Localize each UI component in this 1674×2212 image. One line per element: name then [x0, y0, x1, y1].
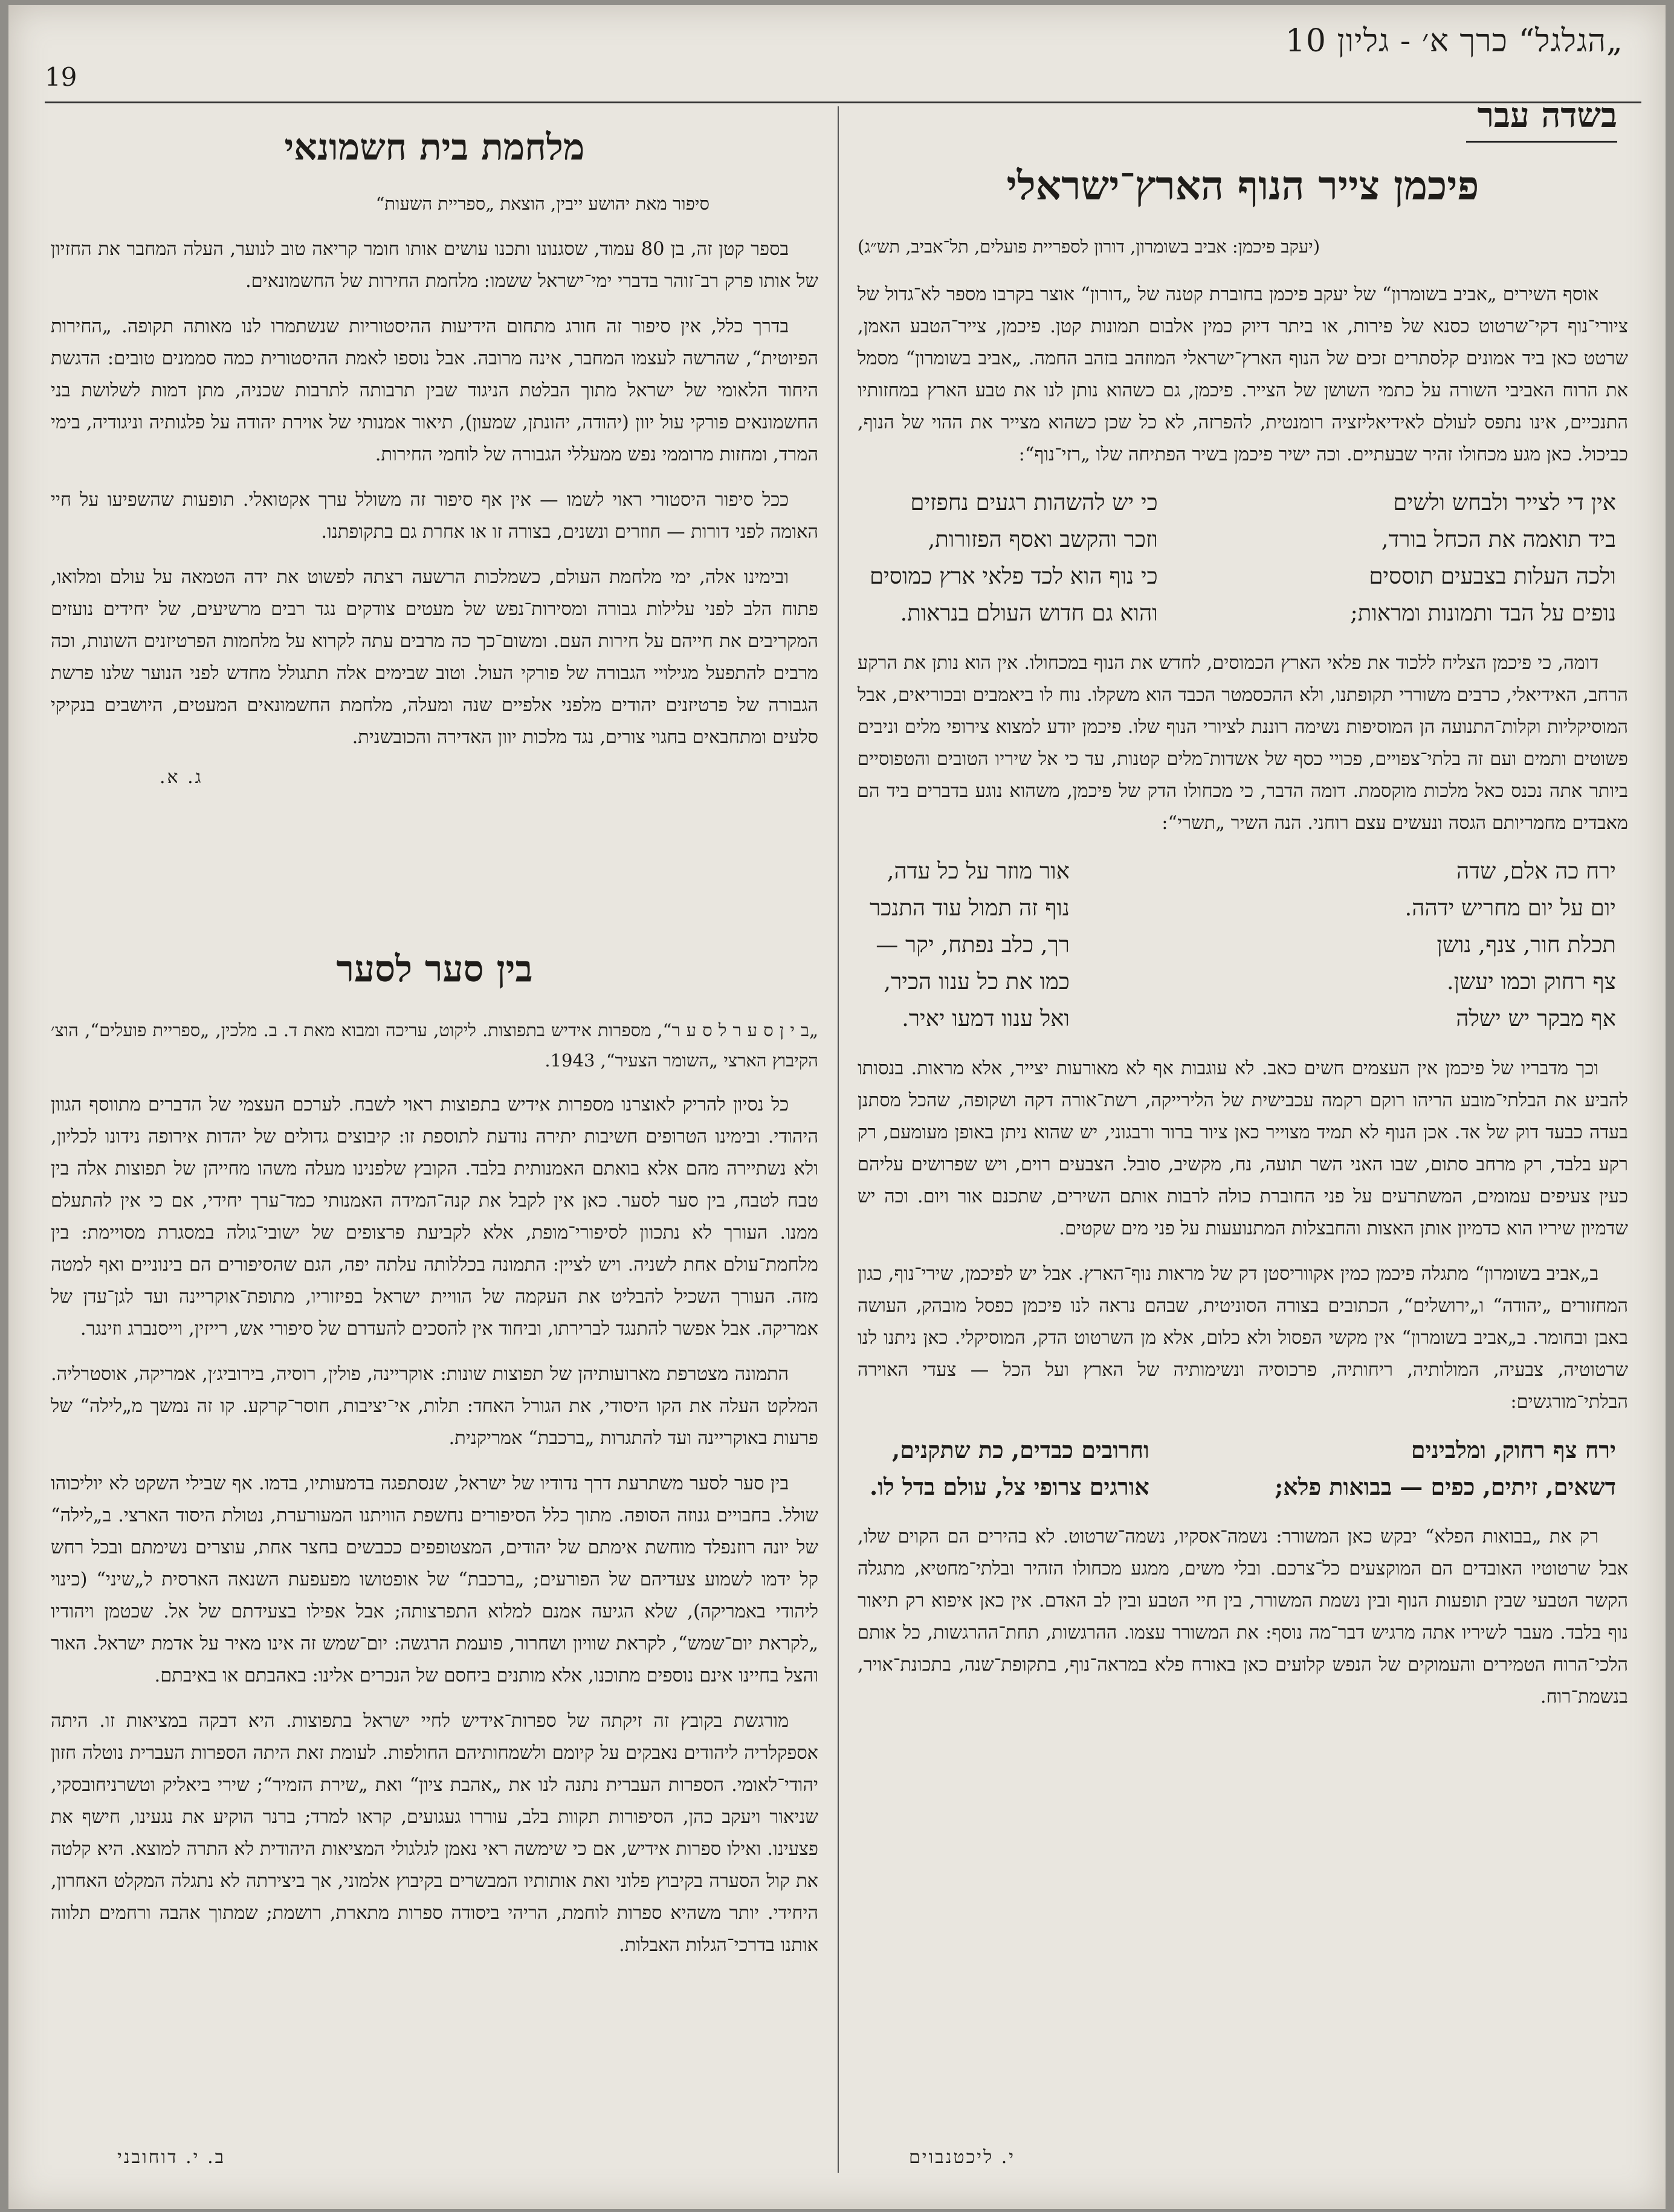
poem-column-right: [1275, 1431, 1616, 1505]
poem-line: נופים על הבד ותמונות ומראות;: [1350, 599, 1616, 626]
paragraph: רק את „בבואות הפלא“ יבקש כאן המשורר: נשמה־אסקיו, נשמה־שרטוט. לא בהירים הם הקוים שלו, אבל שרטוטיו האובדים הם המוקצעים כל־צרכם. ובלי משים, ממגע מכחולו הזהיר ובלתי־מחטיא, מתגלה הקשר הטבעי שבין תופעות הנוף ובין נשמת המשורר, בין חיי הטבע ובין לב האדם. אין כאן איפוא רק תיאור נוף בלבד. מעבר לשיריו אתה מרגיש דבר־מה נוסף: את המשורר עצמו. ההרגשות, תחת־ההרגשות, כל אותם הלכי־הרוח הטמירים והעמוקים של הנפש קלועים כאן באורח פלא במראה־נוף, בתקופת־שנה, בתכונת־אויר, בנשמת־רוח.: [858, 1526, 1628, 1707]
poem-line: נוף זה תמול עוד התנכר: [870, 894, 1070, 921]
poem-line: אור מוזר על כל עדה,: [887, 857, 1070, 884]
poem-line: דשאים, זיתים, כפים — בבואות פלא;: [1275, 1472, 1616, 1500]
article-right: [858, 162, 1628, 1726]
paragraph: בדרך כלל, אין סיפור זה חורג מתחום הידיעות ההיסטוריות שנשתמרו לנו מאותה תקופה. „החירות הפיוטית“, שהרשה לעצמו המחבר, אינה מרובה. אבל נוספו לאמת ההיסטורית כמה סממנים טובים: הדגשת היחוד הלאומי של ישראל מתוך הבלטת הניגוד שבין תרבותה לתרבות שכניה, מתן דמות לשלושת בני החשמונאים פורקי עול יוון (יהודה, יהונתן, שמעון), תיאור אמנותי של אוירת יהודה על פלגותיה וניגודיה, בימי המרד, ומחזות מרוממי נפש ממעללי הגבורה של לוחמי החירות.: [51, 315, 818, 465]
author-signature: י. ליכטנבוים: [909, 2147, 1016, 2168]
paragraph: התמונה מצטרפת מארועותיהן של תפוצות שונות: אוקריינה, פולין, רוסיה, בירוביג׳ן, אמריקה, אוסטרליה. המלקט העלה את הקו היסודי, את הגורל האחד: תלות, אי־יציבות, חוסר־קרקע. קו זה נמשך מ„לילה“ של פרעות באוקריינה ועד להתגרות „ברכבת“ אמריקנית.: [51, 1364, 818, 1449]
poem-line: כי יש להשהות רגעים נחפזים: [910, 489, 1158, 515]
poem-column-left: [870, 853, 1070, 1037]
paragraph: אוסף השירים „אביב בשומרון“ של יעקב פיכמן בחוברת קטנה של „דורון“ אוצר בקרבו מספר לא־גדול של ציורי־נוף דקי־שרטוט כסנא של פירות, או ביתר דיוק כמין אלבום תמונות קטן. פיכמן, צייר־הטבע האמן, שרטט כאן ביד אמונים קלסתרים זכים של הנוף הארץ־ישראלי המוזהב בזהב החמה. „אביב בשומרון“ מסמל את הרוח האביבי השורה על כתמי השושן של הצייר. פיכמן, גם כשהוא נותן לנו את טבע הארץ במחזותיו התנכיים, אינו נתפס לעולם לאידיאליזציה רומנטית, להפרזה, לא כל שכן כשהוא מצייר את ההוי של הנוף, כביכול. כאן מגע מכחולו זהיר שבעתיים. וכה ישיר פיכמן בשיר הפתיחה שלו „רזי־נוף“:: [858, 283, 1628, 465]
section-label-underline: [1466, 141, 1617, 143]
author-signature: ב. י. דוחובני: [117, 2147, 226, 2168]
header-rule: [45, 102, 1641, 103]
poem-line: אף מבקר יש ישלה: [1456, 1005, 1616, 1031]
paragraph: בספר קטן זה, בן 80 עמוד, שסגנונו ותכנו עושים אותו חומר קריאה טוב לנוער, העלה המחבר את החזיון של אותו פרק רב־זוהר בדברי ימי־ישראל ששמו: מלחמת החירות של החשמונאים.: [51, 238, 818, 292]
poem-line: ולכה העלות בצבעים תוססים: [1369, 563, 1616, 589]
newspaper-page: [8, 5, 1666, 2209]
article-title: מלחמת בית חשמונאי: [284, 126, 585, 169]
poem-line: אין די לצייר ולבחש ולשים: [1393, 489, 1616, 515]
article-subtitle: „ב י ן ס ע ר ל ס ע ר“, מספרות אידיש בתפוצות. ליקוט, עריכה ומבוא מאת ד. ב. מלכין, „ספריית פועלים“, הוצ׳ הקיבוץ הארצי „השומר הצעיר“, 1943.: [51, 1020, 818, 1071]
poem-line: יום על יום מחריש ידהה.: [1404, 894, 1616, 921]
poem-column-left: [870, 484, 1158, 631]
column-divider: [838, 120, 839, 2173]
poem-column-right: [1350, 484, 1616, 631]
article-left-top: [51, 126, 818, 788]
paragraph: ובימינו אלה, ימי מלחמת העולם, כשמלכות הרשעה רצתה לפשוט את ידה הטמאה על עולם ומלואו, פתוח הלב לפני עלילות גבורה ומסירות־נפש של מעטים צודקים נגד רבים מרשיעים, של יחידים נועזים המקריבים את חייהם על חירות העם. ומשום־כך כה מרבים עתה לקרוא על מלחמות הפרטיזנים השונות, וכה מרבים להתפעל מגילויי הגבורה של פורקי העול. וטוב שבימים אלה תתגולל מחדש לפני הנוער שלנו פרשת הגבורה של פרטיזנים יהודים מלפני אלפיים שנה ומעלה, מלחמת החשמונאים המעטים, היושבים בנקיקי סלעים ומתחבאים בחגוי צורים, נגד מלכות יוון האדירה והכובשנית.: [51, 566, 818, 748]
article-title: פיכמן צייר הנוף הארץ־ישראלי: [1006, 162, 1479, 209]
poem: [858, 853, 1628, 1037]
poem-line: כמו את כל ענוו הכיר,: [884, 968, 1070, 995]
page-number: 19: [45, 62, 77, 92]
poem-line: וחרובים כבדים, כת שתקנים,: [892, 1436, 1149, 1463]
paragraph: וכך מדבריו של פיכמן אין העצמים חשים כאב. לא עוגבות אף לא מאורעות יצייר, אלא מראות. בנסותו להביע את הבלתי־מובע הריהו רוקם רקמה עכבישית של הלירייקה, רשת־אורה דקה ושקופה, שהכל מסתנן בעדה כבעד דוק של אד. אכן הנוף לא תמיד מצוייר כאן ציור ברור ורבגוני, יש שהוא ניתן באופן מעומעם, רק רקע בלבד, רק מרחב סתום, שבו האני השר תועה, נח, מקשיב, סובל. הצבעים רוים, ויש שפרושים עליהם כעין צעיפים עמומים, המשתרעים על פני החוברת כולה לרבות אותם השירים, שתכנם אור ויום. וכה יש שדמיון שיריו הוא כדמיון אותן האצות והחבצלות המתנועעות על פני מים שקטים.: [858, 1057, 1628, 1239]
column-divider-top: [838, 106, 839, 120]
poem-line: אורגים צרופי צל, עולם בדל לו.: [870, 1472, 1149, 1500]
poem: [858, 1431, 1628, 1505]
poem-line: צף רחוק וכמו יעשן.: [1446, 968, 1616, 995]
paragraph: ככל סיפור היסטורי ראוי לשמו — אין אף סיפור זה משולל ערך אקטואלי. תופעות שהשפיעו על חיי האומה לפני דורות — חוזרים ונשנים, בצורה זו או אחרת גם בתקופתנו.: [51, 489, 818, 543]
article-subtitle: סיפור מאת יהושע ייבין, הוצאת „ספריית השעות“: [375, 193, 709, 214]
poem-line: ירח צף רחוק, ומלבינים: [1411, 1436, 1616, 1463]
poem-line: ירח כה אלם, שדה: [1456, 857, 1616, 884]
poem-line: ביד תואמה את הכחל בורד,: [1381, 526, 1616, 552]
paragraph: ב„אביב בשומרון“ מתגלה פיכמן כמין אקווריסטן דק של מראות נוף־הארץ. אבל יש לפיכמן, שירי־נוף, כגון המחזורים „יהודה“ ו„ירושלים“, הכתובים בצורה הסוניטית, שבהם נראה לנו פיכמן כפסל מובהק, העושה באבן ובחומר. ב„אביב בשומרון“ אין מקשי הפסול ולא כלום, אלא מן השרטוט הדק, המוסיקלי. כאן ניתנו לנו שרטוטיה, צבעיה, המולותיה, ריחותיה, פרכוסיה ונשימותיה של הארץ ועל הכל — צעדי האוירה הבלתי־מורגשים:: [858, 1263, 1628, 1413]
poem-column-right: [1404, 853, 1616, 1037]
poem-line: וזכר והקשב ואסף הפזורות,: [928, 526, 1158, 552]
paragraph: דומה, כי פיכמן הצליח ללכוד את פלאי הארץ הכמוסים, לחדש את הנוף במכחולו. אין הוא נותן את הרקע הרחב, האידיאלי, כרבים משוררי תקופתנו, ולא ההכסמטר הכבד הוא משקלו. נוח לו ביאמבים ובכוריאים, אבל המוסיקליות וקלות־התנועה הן המוסיפות נשימה רוננת לציורי הנוף שלו. פיכמן יודע למצוא צירופי מלים וניבים פשוטים ותמים ועם זה בלתי־צפויים, פכויי כסף של אשדות־מלים קטנות, עד כי אל שיריו הטובים והטפוסיים ביותר אתה נכנס כאל מלכות מוקסמת. דומה הדבר, כי מכחולו הדק של פיכמן, משהוא נוגע בדברים ביד הם מאבדים מחמריותם הגסה ונעשים עצם רוחני. הנה השיר „תשרי“:: [858, 652, 1628, 834]
poem-column-left: [870, 1431, 1149, 1505]
journal-title: „הגלגל“ כרך א׳ - גליון 10: [1285, 23, 1623, 59]
article-left-bottom: [51, 947, 818, 1975]
section-label: בשדה עבר: [1477, 95, 1617, 135]
article-title: בין סער לסער: [336, 948, 533, 990]
author-signature: ג. א.: [160, 766, 203, 788]
article-subtitle: (יעקב פיכמן: אביב בשומרון, דורון לספריית פועלים, תל־אביב, תש״ג): [858, 236, 1320, 257]
poem-line: תכלת חור, צנף, נושן: [1436, 931, 1616, 958]
paragraph: מורגשת בקובץ זה זיקתה של ספרות־אידיש לחיי ישראל בתפוצות. היא דבקה במציאות זו. היתה אספקלריה ליהודים נאבקים על קיומם ולשמחותיהם החולפות. לעומת זאת היתה הספרות העברית נוטלה חזון יהודי־לאומי. הספרות העברית נתנה לנו את „אהבת ציון“ ואת „שירת הזמיר“; שירי ביאליק וטשרניחובסקי, שניאור ויעקב כהן, הסיפורות תקוות בלב, עוררו געגועים, קראו למרד; ברנר הוקיע את נגעינו, חישף את פצעינו. ואילו ספרות אידיש, אם כי שימשה ראי נאמן לגלגולי המציאות היהודית לא התרה למוצא. היא קלטה את קול הסערה בקיבוץ פלוני ואת אותותיו המבשרים בקיבוץ אלמוני, אך ביצירתה לא נתגלה המקלט האחרון, היחידי. יותר משהיא ספרות לוחמת, הריהי ביסודה ספרות מתארת, רושמת; שמתוך אהבה ורחמים תלווה אותנו בדרכי־הגלות האבלות.: [51, 1711, 818, 1956]
poem: [858, 484, 1628, 631]
paragraph: בין סער לסער משתרעת דרך נדודיו של ישראל, שנסתפגה בדמעותיו, בדמו. אף שבילי השקט לא יוליכוהו שולל. בחבויים גנוזה הסופה. מתוך כלל הסיפורים נחשפת הוויתנו המעורערת, נטולת היסוד הארצי. ב„לילה“ של יונה רוזנפלד מוחשת אימתם של יהודים, המצטופפים ככבשים בחצר אחת, עוצרים נשימתם ובכל רחש קל ידמו לשמוע צעדיהם של הפורעים; „ברכבת“ של אופטושו מפעפעת השנאה הארסית ל„שיני“ (כינוי ליהודי באמריקה), שלא הגיעה אמנם למלוא התפרצותה; אבל אפילו בצעידתם של אל. שכטמן ויהודיו „לקראת יום־שמש“, לקראת שוויון ושחרור, פועמת הרגשה: יום־שמש זה אינו מאיר על אדמת ישראל. האור והצל בחיינו אינם נוספים מתוכנו, אלא מותנים ביחסם של הנכרים אלינו: באהבתם או באיבתם.: [51, 1473, 818, 1686]
poem-line: כי נוף הוא לכד פלאי ארץ כמוסים: [870, 563, 1158, 589]
poem-line: רך, כלב נפתח, יקר —: [876, 931, 1070, 958]
paragraph: כל נסיון להריק לאוצרנו מספרות אידיש בתפוצות ראוי לשבח. לערכם העצמי של הדברים מתווסף הגוון היהודי. ובימינו הטרופים חשיבות יתירה נודעת לתוספת זו: קיבוצים גדולים של יהדות אירופה נידונו לכליון, ולא נשתיירה מהם אלא בואתם האמנותית בלבד. הקובץ שלפנינו מעלה משהו מחייהן של תפוצות אלה בין טבח לטבח, בין סער לסער. כאן אין לקבל את קנה־המידה האמנותי כמד־ערך יחידי, אם כי אין להתעלם ממנו. העורך לא נתכוון לסיפורי־מופת, אלא לקביעת פרצופים של ישובי־גולה במסגרת מסויימת: בין מלחמת־עולם אחת לשניה. ויש לציין: התמונה בכללותה עלתה יפה, הגם שהסיפורים הם בינוניים ואף למטה מזה. העורך השכיל להבליט את העקמה של הוויית ישראל בפיזוריו, מתופת־אוקריינה ועד לגן־עדן של אמריקה. אבל אפשר להתנגד לברירתו, וביחוד אין להסכים להעדרם של סיפורי אש, רייזין, וייסנברג וזינגר.: [51, 1094, 818, 1340]
poem-line: והוא גם חדוש העולם בנראות.: [900, 599, 1158, 626]
poem-line: ואל ענוו דמעו יאיר.: [902, 1005, 1070, 1031]
